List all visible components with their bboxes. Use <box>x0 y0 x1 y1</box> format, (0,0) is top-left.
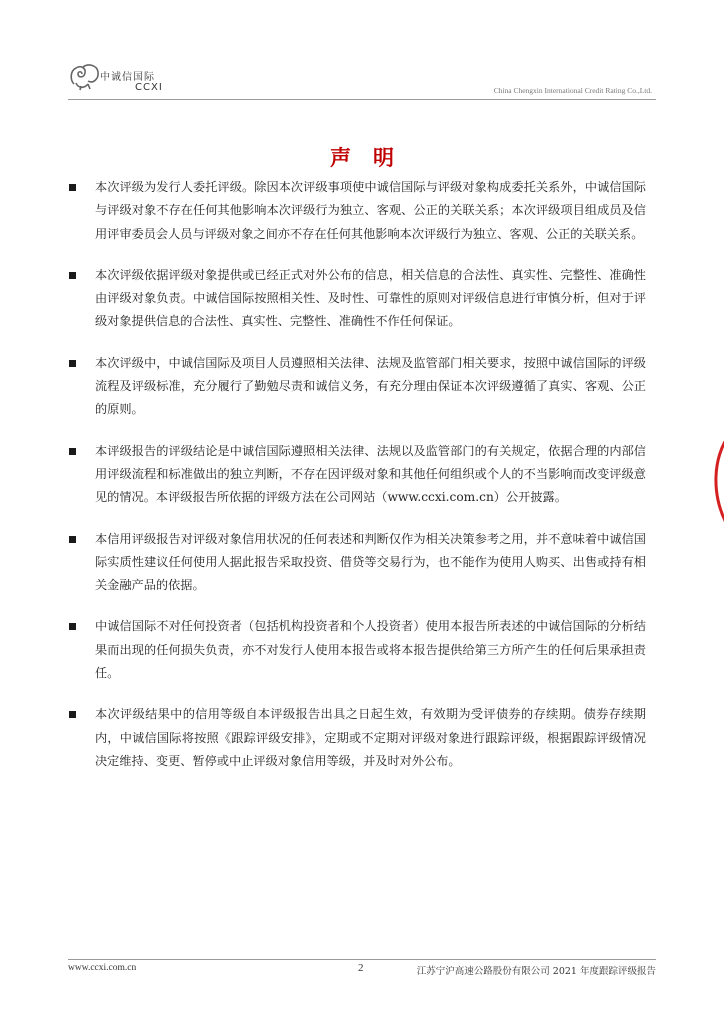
ccxi-logo-icon <box>68 62 102 92</box>
square-bullet-icon <box>69 184 76 191</box>
square-bullet-icon <box>69 272 76 279</box>
list-item <box>68 440 646 510</box>
list-item <box>68 615 646 685</box>
list-item <box>68 703 646 773</box>
page-number: 2 <box>358 962 364 974</box>
item-text: 中诚信国际不对任何投资者（包括机构投资者和个人投资者）使用本报告所表述的中诚信国际的分析结果而出现的任何损失负责，亦不对发行人使用本报告或将本报告提供给第三方所产生的任何后果承担责任。 <box>95 619 646 681</box>
footer-divider <box>68 959 656 960</box>
square-bullet-icon <box>69 623 76 630</box>
logo-english-name: CCXI <box>135 82 163 93</box>
item-text: 本次评级为发行人委托评级。除因本次评级事项使中诚信国际与评级对象构成委托关系外，中诚信国际与评级对象不存在任何其他影响本次评级行为独立、客观、公正的关联关系；本次评级项目组成员及信用评审委员会人员与评级对象之间亦不存在任何其他影响本次评级行为独立、客观、公正的关联关系。 <box>95 180 646 241</box>
list-item <box>68 528 646 598</box>
page-title: 声明 <box>330 146 416 170</box>
square-bullet-icon <box>69 711 76 718</box>
square-bullet-icon <box>69 536 76 543</box>
item-text: 本评级报告的评级结论是中诚信国际遵照相关法律、法规以及监管部门的有关规定，依据合理的内部信用评级流程和标准做出的独立判断，不存在因评级对象和其他任何组织或个人的不当影响而改变评级意见的情况。本评级报告所依据的评级方法在公司网站（www.ccxi.com.cn）公开披露。 <box>95 443 646 505</box>
seal-stamp-icon <box>710 420 724 550</box>
square-bullet-icon <box>69 448 76 455</box>
footer-report-title: 江苏宁沪高速公路股份有限公司 2021 年度跟踪评级报告 <box>416 966 656 977</box>
list-item <box>68 352 646 422</box>
header-divider <box>68 99 656 100</box>
logo-chinese-name: 中诚信国际 <box>100 72 155 83</box>
item-text: 本信用评级报告对评级对象信用状况的任何表述和判断仅作为相关决策参考之用，并不意味着中诚信国际实质性建议任何使用人据此报告采取投资、借贷等交易行为，也不能作为使用人购买、出售或持有相关金融产品的依据。 <box>95 531 646 593</box>
company-english-name: China Chengxin International Credit Rating Co.,Ltd. <box>493 86 652 95</box>
list-item <box>68 176 646 246</box>
item-text: 本次评级中，中诚信国际及项目人员遵照相关法律、法规及监管部门相关要求，按照中诚信国际的评级流程及评级标准，充分履行了勤勉尽责和诚信义务，有充分理由保证本次评级遵循了真实、客观、公正的原则。 <box>95 355 646 417</box>
page-header <box>0 0 724 110</box>
statement-list <box>68 176 646 791</box>
company-logo <box>68 62 178 102</box>
list-item <box>68 264 646 334</box>
item-text: 本次评级结果中的信用等级自本评级报告出具之日起生效，有效期为受评债券的存续期。债券存续期内，中诚信国际将按照《跟踪评级安排》，定期或不定期对评级对象进行跟踪评级，根据跟踪评级情况决定维持、变更、暂停或中止评级对象信用等级，并及时对外公布。 <box>95 707 646 768</box>
square-bullet-icon <box>69 360 76 367</box>
item-text: 本次评级依据评级对象提供或已经正式对外公布的信息，相关信息的合法性、真实性、完整性、准确性由评级对象负责。中诚信国际按照相关性、及时性、可靠性的原则对评级信息进行审慎分析，但对于评级对象提供信息的合法性、真实性、完整性、准确性不作任何保证。 <box>95 267 646 329</box>
footer-website: www.ccxi.com.cn <box>68 963 137 973</box>
